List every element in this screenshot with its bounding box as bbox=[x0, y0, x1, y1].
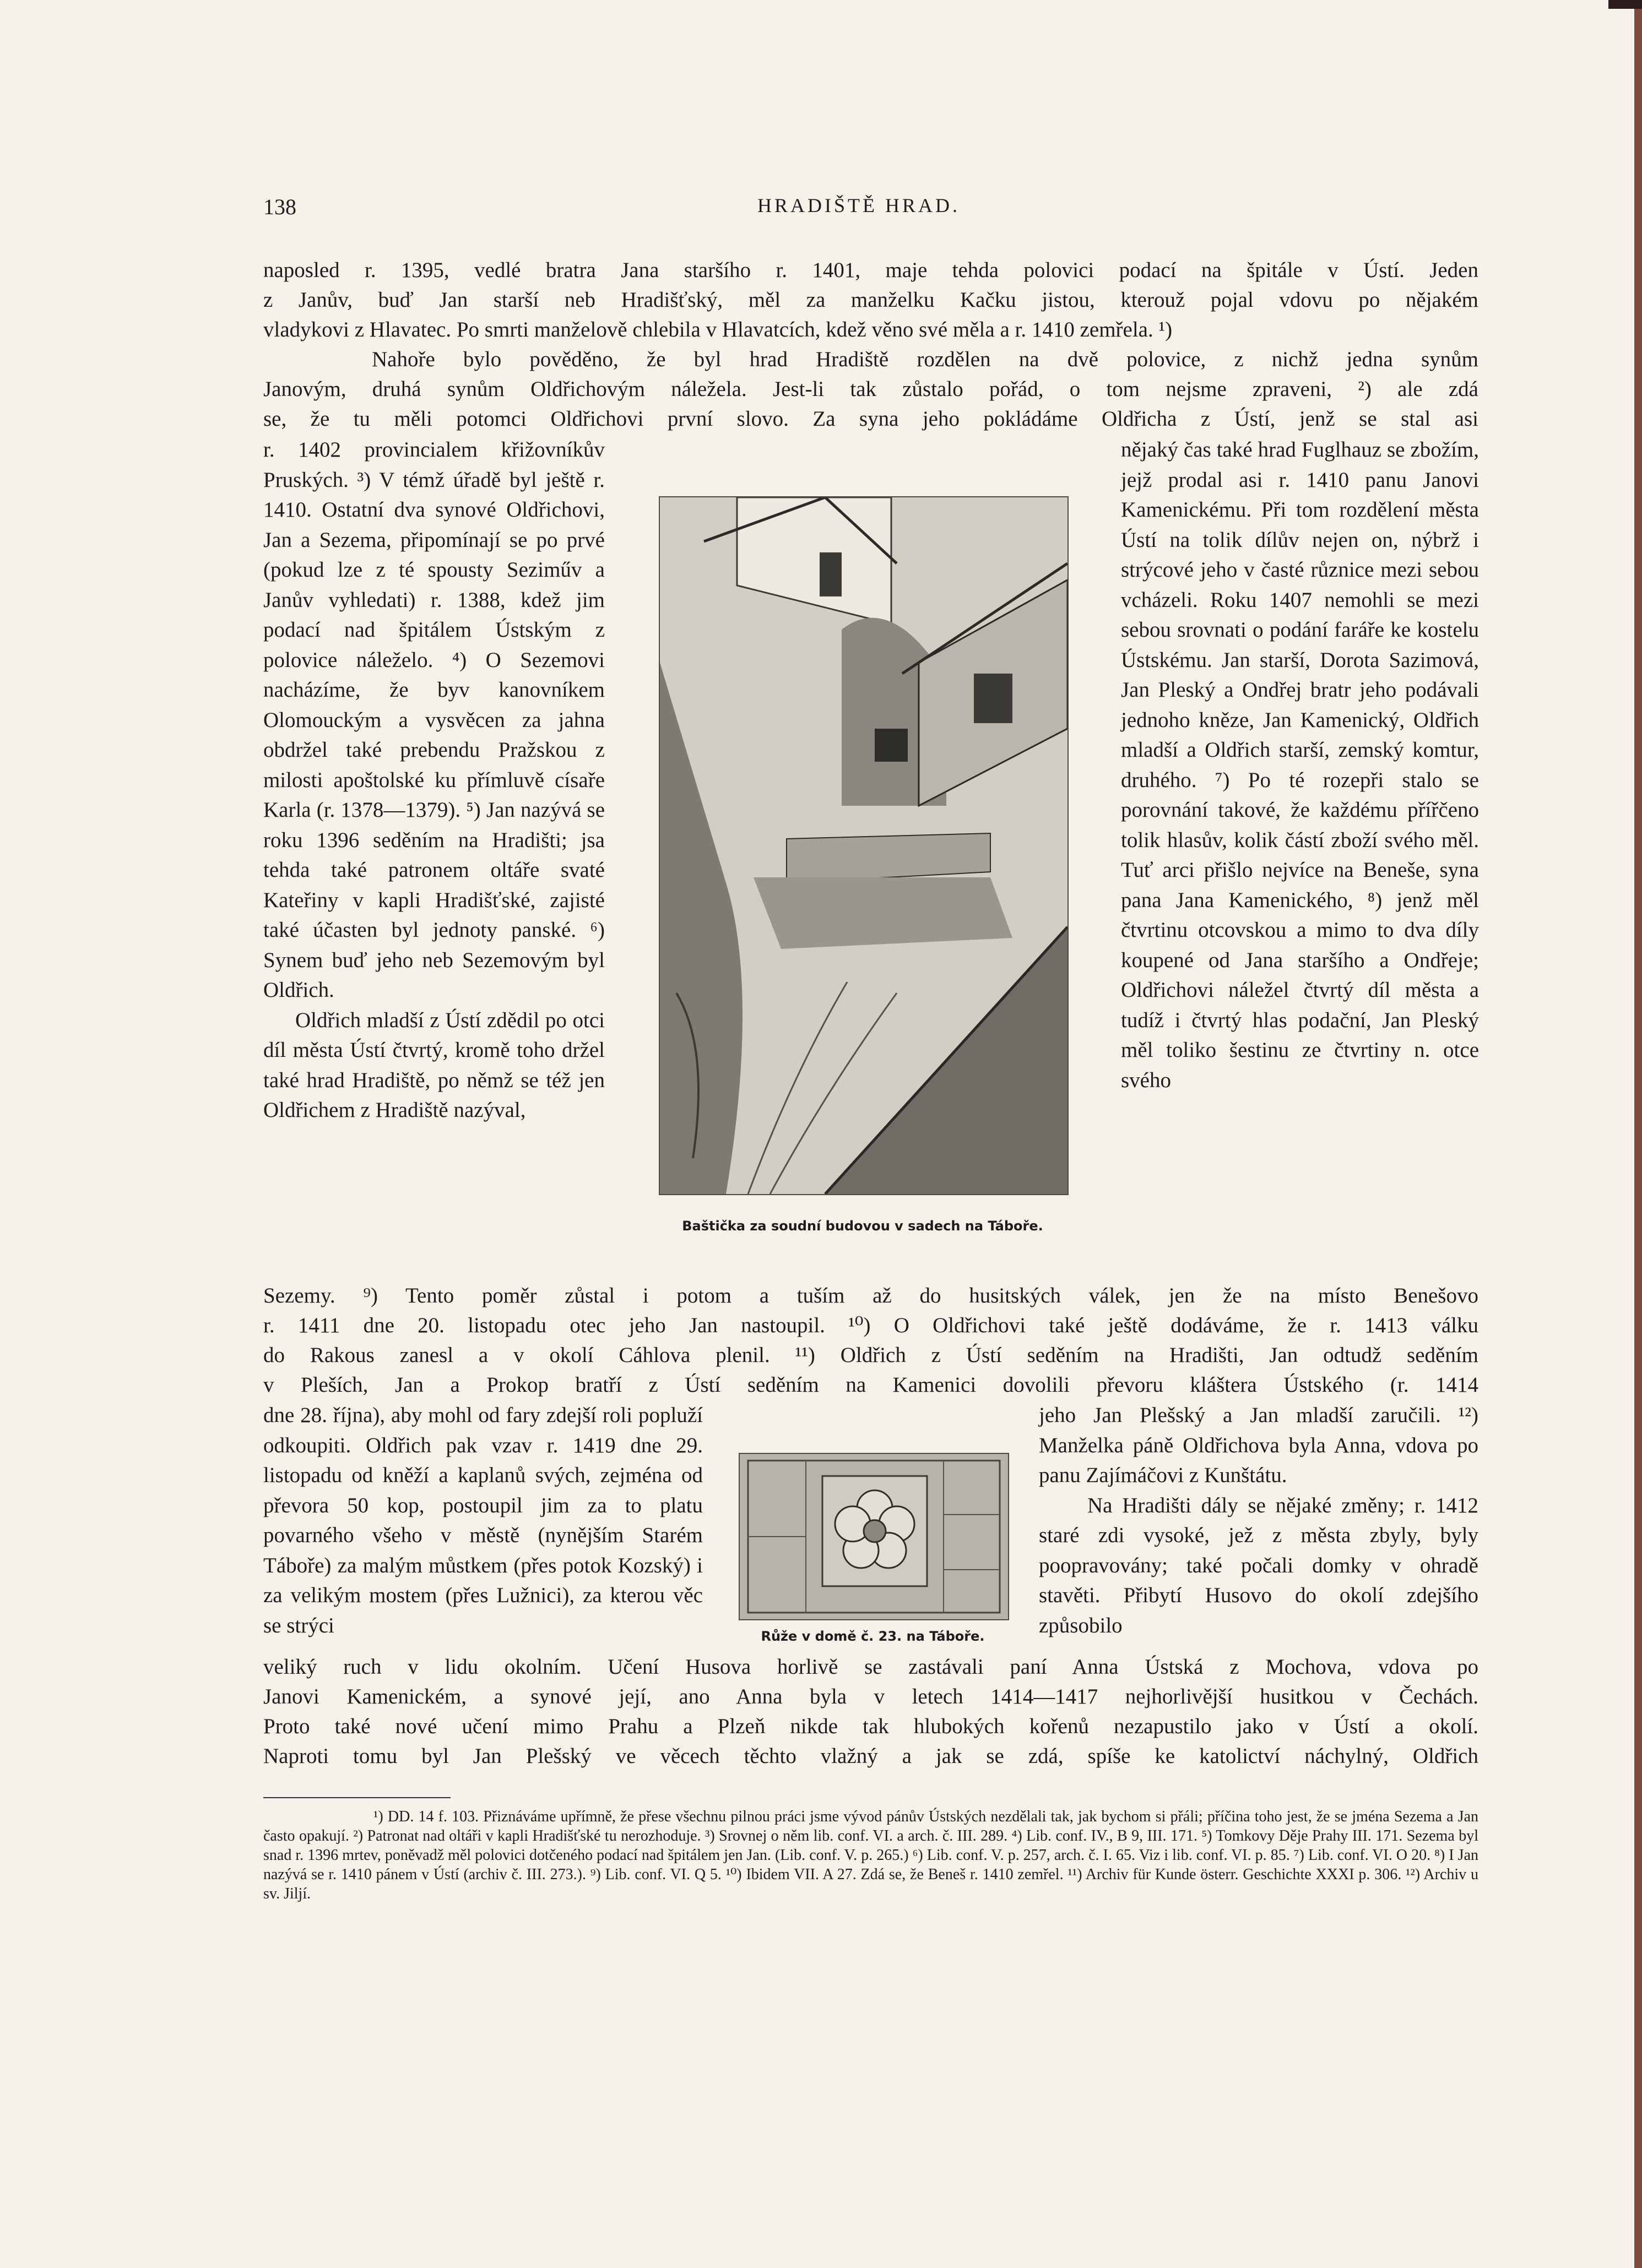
illustration-bastion bbox=[659, 496, 1069, 1195]
figure-caption: Růže v domě č. 23. na Táboře. bbox=[761, 1629, 985, 1644]
figure-caption: Baštička za soudní budovou v sadech na Táboře. bbox=[682, 1218, 1043, 1234]
text-line: Janovi Kamenickém, a synové její, ano Anna byla v letech 1414—1417 nejhorlivější husitkou v Čechách. bbox=[263, 1685, 1478, 1708]
illustration-rose bbox=[739, 1453, 1009, 1620]
text-line: Proto také nové učení mimo Prahu a Plzeň nikde tak hlubokých kořenů nezapustilo jako v Ústí a okolí. bbox=[263, 1714, 1478, 1738]
rose-engraving bbox=[740, 1454, 1008, 1619]
right-column bbox=[1121, 435, 1479, 1095]
text-line: Sezemy. ⁹) Tento poměr zůstal i potom a tuším až do husitských válek, jen že na místo Benešovo bbox=[263, 1284, 1478, 1307]
page-corner bbox=[1608, 0, 1642, 9]
footnote-text: ¹) DD. 14 f. 103. Přiznáváme upřímně, že přese všechnu pilnou práci jsme vývod pánův Ústských nezdělali tak, jak bychom si přáli; příčina toho jest, že se jména Sezema a Jan často opakují. ²) Patronat nad oltáři v kapli Hradišťské tu nerozhoduje. ³) Srovnej o něm lib. conf. VI. a arch. č. III. 289. ⁴) Lib. conf. IV., B 9, III. 171. ⁵) Tomkovy Děje Prahy III. 171. Sezema byl snad r. 1396 mrtev, poněvadž měl polovici dotčeného podací nad špitálem jen Jan. (Lib. conf. V. p. 265.) ⁶) Lib. conf. V. p. 257, arch. č. I. 65. Viz i lib. conf. VI. p. 85. ⁷) Lib. conf. VI. O 20. ⁸) I Jan nazývá se r. 1410 pánem v Ústí (archiv č. III. 273.). ⁹) Lib. conf. VI. Q 5. ¹⁰) Ibidem VII. A 27. Zdá se, že Beneš r. 1410 zemřel. ¹¹) Archiv für Kunde österr. Geschichte XXXI p. 306. ¹²) Archiv u sv. Jiljí. bbox=[263, 1808, 1478, 1902]
paragraph: dne 28. října), aby mohl od fary zdejší roli popluží odkoupiti. Oldřich pak vzav r. 1419 dne 29. listopadu od kněží a kaplanů svých, zejména od převora 50 kop, postoupil jim za to platu povarného všeho v městě (nynějším Starém Táboře) za malým můstkem (přes potok Kozský) i za velikým mostem (přes Lužnici), za kterou věc se strýci bbox=[263, 1403, 703, 1637]
paragraph: r. 1402 provincialem křižovníkův Pruských. ³) V témž úřadě byl ještě r. 1410. Ostatní dva synové Oldřichovi, Jan a Sezema, připomínají se po prvé (pokud lze z té spousty Seziműv a Janův vyhledati) r. 1388, kdež jim podací nad špitálem Ústským z polovice náleželo. ⁴) O Sezemovi nacházíme, že byv kanovníkem Olomouckým a vysvěcen za jahna obdržel také prebendu Pražskou z milosti apoštolské ku přímluvě císaře Karla (r. 1378—1379). ⁵) Jan nazývá se roku 1396 seděním na Hradišti; jsa tehda také patronem oltáře svaté Kateřiny v kapli Hradišťské, zajisté také účasten byl jednoty panské. ⁶) Synem buď jeho neb Sezemovým byl Oldřich. bbox=[263, 438, 605, 1002]
paragraph: jeho Jan Plešský a Jan mladší zaručili. ¹²) Manželka páně Oldřichova byla Anna, vdova po panu Zajímáčovi z Kunštátu. bbox=[1039, 1403, 1478, 1487]
bastion-engraving bbox=[660, 497, 1067, 1194]
text-line: veliký ruch v lidu okolním. Učení Husova horlivě se zastávali paní Anna Ústská z Mochova, vdova po bbox=[263, 1655, 1478, 1679]
paragraph: Na Hradišti dály se nějaké změny; r. 1412 staré zdi vysoké, jež z města zbyly, byly poopravovány; také počali domky v ohradě stavěti. Přibytí Husovo do okolí zdejšího způsobilo bbox=[1039, 1493, 1478, 1637]
paragraph: nějaký čas také hrad Fuglhauz se zbožím, jejž prodal asi r. 1410 panu Janovi Kamenickému. Při tom rozdělení města Ústí na tolik dílův nejen on, nýbrž i strýcové jeho v časté různice mezi sebou vcházeli. Roku 1407 nemohli se mezi sebou srovnati o podání faráře ke kostelu Ústskému. Jan starší, Dorota Sazimová, Jan Pleský a Ondřej bratr jeho podávali jednoho kněze, Jan Kamenický, Oldřich mladší a Oldřich starší, zemský komtur, druhého. ⁷) Po té rozepři stalo se porovnání takové, že každému přířčeno tolik hlasův, kolik částí zboží svého měl. Tuť arci přišlo nejvíce na Beneše, syna pana Jana Kamenického, ⁸) jenž měl čtvrtinu otcovskou a mimo to dva díly koupené od Jana staršího a Ondřeje; Oldřichovi náležel čtvrtý díl města a tudíž i čtvrtý hlas podační, Jan Pleský měl toliko šestinu ze čtvrtiny n. otce svého bbox=[1121, 438, 1479, 1092]
text-line: Janovým, druhá synům Oldřichovým náležela. Jest-li tak zůstalo pořád, o tom nejsme zpraveni, ²) ale zdá bbox=[263, 377, 1478, 401]
page-number: 138 bbox=[263, 194, 296, 219]
text-line: se, že tu měli potomci Oldřichovi první slovo. Za syna jeho pokládáme Oldřicha z Ústí, jenž se stal asi bbox=[263, 407, 1478, 431]
text-line: z Janův, buď Jan starší neb Hradišťský, měl za manželku Kačku jistou, kterouž pojal vdovu po nějakém bbox=[263, 288, 1478, 312]
text-line: v Pleších, Jan a Prokop bratří z Ústí seděním na Kamenici dovolili převoru kláštera Ústského (r. 1414 bbox=[263, 1373, 1478, 1397]
text-line: Nahoře bylo pověděno, že byl hrad Hradiště rozdělen na dvě polovice, z nichž jedna synům bbox=[372, 348, 1478, 371]
footnote-rule bbox=[263, 1797, 451, 1798]
running-header: HRADIŠTĚ HRAD. bbox=[757, 194, 961, 216]
right-column-lower bbox=[1039, 1401, 1478, 1641]
text-line: do Rakous zanesl a v okolí Cáhlova plenil. ¹¹) Oldřich z Ústí seděním na Hradišti, Jan odtudž seděním bbox=[263, 1343, 1478, 1367]
text-line: vladykovi z Hlavatec. Po smrti manželově chlebila v Hlavatcích, kdež věno své měla a r. 1410 zemřela. ¹) bbox=[263, 318, 1173, 341]
text-line: r. 1411 dne 20. listopadu otec jeho Jan nastoupil. ¹⁰) O Oldřichovi také ještě dodáváme, že r. 1413 válku bbox=[263, 1314, 1478, 1337]
left-column-lower bbox=[263, 1401, 703, 1641]
page-edge bbox=[1634, 0, 1642, 2268]
text-line: naposled r. 1395, vedlé bratra Jana staršího r. 1401, maje tehda polovici podací na špitále v Ústí. Jeden bbox=[263, 258, 1478, 282]
left-column bbox=[263, 435, 605, 1126]
paragraph: Oldřich mladší z Ústí zdědil po otci díl města Ústí čtvrtý, kromě toho držel také hrad Hradiště, po němž se též jen Oldřichem z Hradiště nazýval, bbox=[263, 1008, 605, 1122]
footnotes bbox=[263, 1807, 1478, 1903]
text-line: Naproti tomu byl Jan Plešský ve věcech těchto vlažný a jak se zdá, spíše ke katolictví náchylný, Oldřich bbox=[263, 1744, 1478, 1768]
